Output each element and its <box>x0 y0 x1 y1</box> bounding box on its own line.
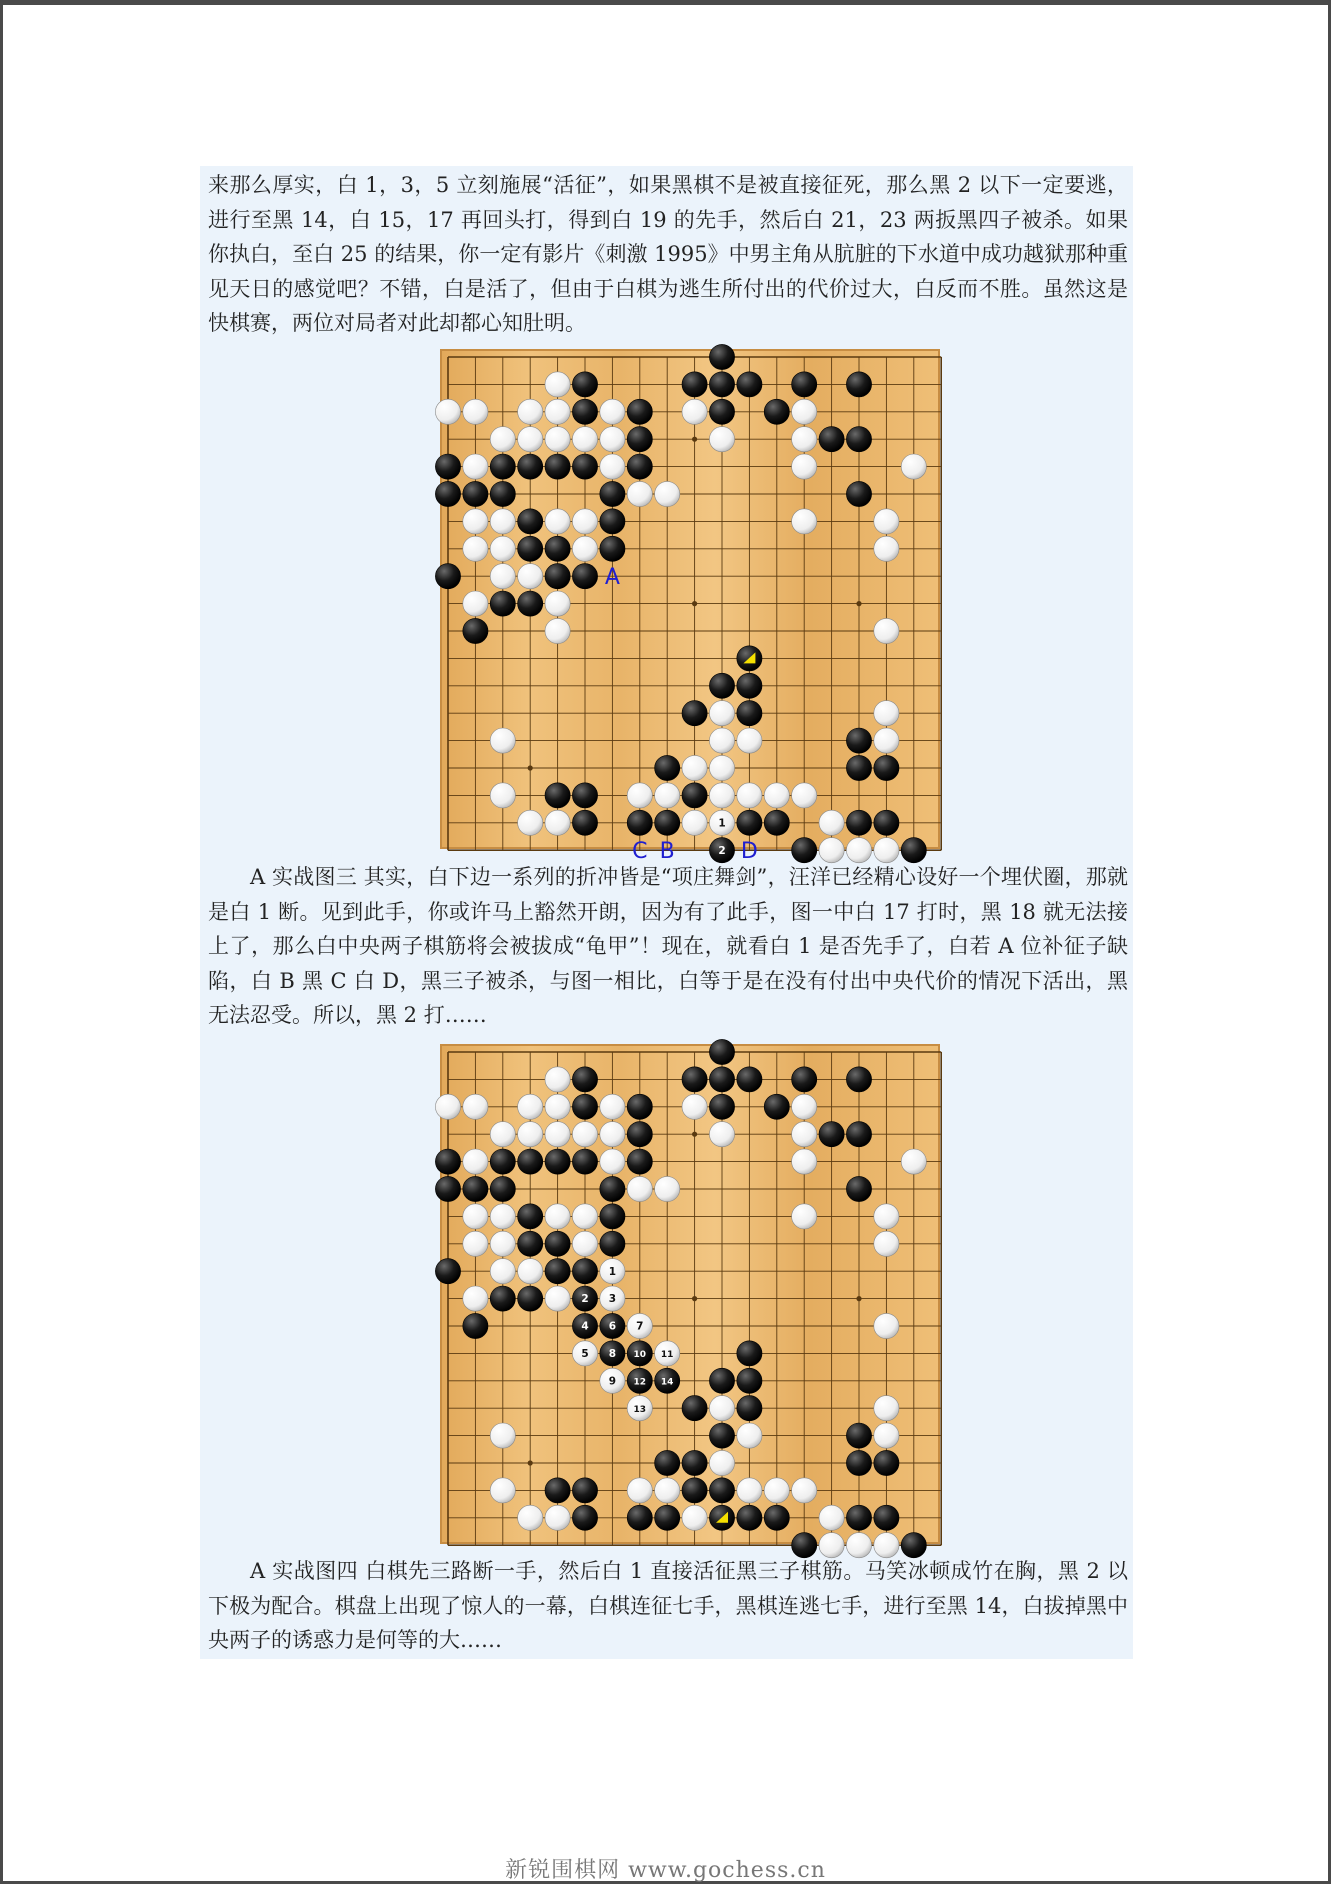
white-stone <box>545 618 570 643</box>
white-stone <box>490 1204 515 1229</box>
page-frame-left <box>0 0 3 1884</box>
white-stone <box>463 399 488 424</box>
move-number: 2 <box>581 1293 589 1306</box>
white-stone <box>682 399 707 424</box>
black-stone <box>709 372 734 397</box>
black-stone <box>518 591 543 616</box>
black-stone <box>572 399 597 424</box>
black-stone <box>846 728 871 753</box>
black-stone <box>600 536 625 561</box>
black-stone <box>764 1505 789 1530</box>
move-number: 11 <box>660 1350 674 1360</box>
white-stone <box>655 1176 680 1201</box>
black-stone <box>572 783 597 808</box>
black-stone <box>545 536 570 561</box>
white-stone <box>490 1478 515 1503</box>
black-stone <box>600 1231 625 1256</box>
paragraph-intro: 来那么厚实，白 1，3，5 立刻施展“活征”，如果黑棋不是被直接征死，那么黑 2 以下一定要逃，进行至黑 14，白 15，17 再回头打，得到白 19 的先手，然后白 21，23 两扳黑四子被杀。如果你执白，至白 25 的结果，你一定有影片《刺激 1995》中男主角从肮脏的下水道中成功越狱那种重见天日的感觉吧？不错，白是活了，但由于白棋为逃生所付出的代价过大，白反而不胜。虽然这是快棋赛，两位对局者对此却都心知肚明。 <box>208 173 1128 336</box>
paragraph-diagram-3: A 实战图三 其实，白下边一系列的折冲皆是“项庄舞剑”，汪洋已经精心设好一个埋伏圈，那就是白 1 断。见到此手，你或许马上豁然开朗，因为有了此手，图一中白 17 打时，黑 18 就无法接上了，那么白中央两子棋筋将会被拔成“龟甲”！现在，就看白 1 是否先手了，白若 A 位补征子缺陷，白 B 黑 C 白 D，黑三子被杀，与图一相比，白等于是在没有付出中央代价的情况下活出，黑无法忍受。所以，黑 2 打…… <box>208 865 1128 1028</box>
black-stone <box>435 1259 460 1284</box>
white-stone <box>655 481 680 506</box>
black-stone <box>600 509 625 534</box>
move-number: 7 <box>636 1320 644 1333</box>
white-stone <box>545 1094 570 1119</box>
white-stone <box>490 783 515 808</box>
black-stone <box>627 427 652 452</box>
white-stone <box>545 1505 570 1530</box>
move-number: 3 <box>608 1293 617 1306</box>
white-stone <box>545 1286 570 1311</box>
white-stone <box>572 536 597 561</box>
black-stone <box>463 1313 488 1338</box>
black-stone <box>846 1505 871 1530</box>
white-stone <box>463 509 488 534</box>
black-stone <box>737 372 762 397</box>
white-stone <box>490 1423 515 1448</box>
white-stone <box>655 783 680 808</box>
white-stone <box>709 1450 734 1475</box>
black-stone <box>545 1231 570 1256</box>
black-stone <box>655 755 680 780</box>
white-stone <box>874 1204 899 1229</box>
go-board-diagram-3-svg <box>440 349 940 865</box>
white-stone <box>682 810 707 835</box>
move-number: 6 <box>608 1320 617 1333</box>
white-stone <box>764 1478 789 1503</box>
black-stone <box>545 1478 570 1503</box>
black-stone <box>463 481 488 506</box>
star-point <box>692 1132 697 1137</box>
white-stone <box>463 536 488 561</box>
board-label: B <box>659 839 675 865</box>
white-stone <box>490 1122 515 1147</box>
black-stone <box>572 1478 597 1503</box>
white-stone <box>682 1094 707 1119</box>
white-stone <box>518 399 543 424</box>
black-stone <box>518 454 543 479</box>
white-stone <box>792 454 817 479</box>
move-number: 9 <box>608 1375 617 1388</box>
black-stone <box>874 1450 899 1475</box>
black-stone <box>874 755 899 780</box>
black-stone <box>572 1259 597 1284</box>
black-stone <box>490 1176 515 1201</box>
board-label: C <box>632 839 648 865</box>
white-stone <box>901 454 926 479</box>
black-stone <box>518 509 543 534</box>
white-stone <box>572 1122 597 1147</box>
black-stone <box>545 564 570 589</box>
black-stone <box>545 454 570 479</box>
black-stone <box>490 454 515 479</box>
white-stone <box>600 454 625 479</box>
white-stone <box>463 454 488 479</box>
black-stone <box>655 810 680 835</box>
black-stone <box>518 1204 543 1229</box>
black-stone <box>490 1286 515 1311</box>
white-stone <box>490 728 515 753</box>
white-stone <box>819 810 844 835</box>
white-stone <box>572 427 597 452</box>
black-stone <box>709 1094 734 1119</box>
white-stone <box>463 1204 488 1229</box>
white-stone <box>490 1231 515 1256</box>
white-stone <box>792 1094 817 1119</box>
star-point <box>856 601 861 606</box>
black-stone <box>435 454 460 479</box>
black-stone <box>627 399 652 424</box>
go-board-diagram-4-svg <box>440 1044 940 1544</box>
black-stone <box>463 618 488 643</box>
white-stone <box>600 399 625 424</box>
black-stone <box>846 1450 871 1475</box>
white-stone <box>545 509 570 534</box>
white-stone <box>874 728 899 753</box>
black-stone <box>846 1067 871 1092</box>
star-point <box>528 1460 533 1465</box>
white-stone <box>490 1259 515 1284</box>
black-stone <box>572 1067 597 1092</box>
white-stone <box>600 1094 625 1119</box>
black-stone <box>627 1122 652 1147</box>
white-stone <box>709 701 734 726</box>
black-stone <box>682 1067 707 1092</box>
white-stone <box>435 1094 460 1119</box>
white-stone <box>545 1204 570 1229</box>
black-stone <box>655 1505 680 1530</box>
black-stone <box>682 701 707 726</box>
black-stone <box>792 1067 817 1092</box>
black-stone <box>572 454 597 479</box>
white-stone <box>545 427 570 452</box>
black-stone <box>572 810 597 835</box>
white-stone <box>737 783 762 808</box>
black-stone <box>600 1176 625 1201</box>
white-stone <box>819 1505 844 1530</box>
white-stone <box>627 1176 652 1201</box>
black-stone <box>682 783 707 808</box>
black-stone <box>846 372 871 397</box>
black-stone <box>709 399 734 424</box>
white-stone <box>518 564 543 589</box>
move-number: 2 <box>718 844 726 857</box>
white-stone <box>518 427 543 452</box>
black-stone <box>682 1450 707 1475</box>
white-stone <box>874 1423 899 1448</box>
black-stone <box>737 1067 762 1092</box>
black-stone <box>709 673 734 698</box>
black-stone <box>435 481 460 506</box>
black-stone <box>846 481 871 506</box>
move-number: 8 <box>608 1348 617 1360</box>
black-stone <box>627 1094 652 1119</box>
white-stone <box>600 1122 625 1147</box>
black-stone <box>846 1423 871 1448</box>
white-stone <box>463 1286 488 1311</box>
black-stone <box>600 1204 625 1229</box>
white-stone <box>792 509 817 534</box>
white-stone <box>518 1505 543 1530</box>
black-stone <box>709 1478 734 1503</box>
star-point <box>528 765 533 770</box>
black-stone <box>709 1067 734 1092</box>
black-stone <box>792 372 817 397</box>
move-number: 4 <box>581 1320 589 1333</box>
star-point <box>692 437 697 442</box>
white-stone <box>737 1478 762 1503</box>
white-stone <box>627 1478 652 1503</box>
white-stone <box>463 1231 488 1256</box>
white-stone <box>518 810 543 835</box>
white-stone <box>490 427 515 452</box>
white-stone <box>792 399 817 424</box>
black-stone <box>846 1176 871 1201</box>
black-stone <box>435 1176 460 1201</box>
black-stone <box>846 427 871 452</box>
black-stone <box>709 1039 734 1064</box>
black-stone <box>737 1396 762 1421</box>
black-stone <box>709 1368 734 1393</box>
black-stone <box>545 783 570 808</box>
white-stone <box>545 591 570 616</box>
black-stone <box>627 810 652 835</box>
white-stone <box>545 1067 570 1092</box>
white-stone <box>545 372 570 397</box>
black-stone <box>518 536 543 561</box>
black-stone <box>627 1149 652 1174</box>
black-stone <box>846 755 871 780</box>
white-stone <box>874 1313 899 1338</box>
black-stone <box>764 810 789 835</box>
move-number: 14 <box>660 1377 674 1388</box>
move-number: 13 <box>633 1404 647 1415</box>
white-stone <box>463 591 488 616</box>
black-stone <box>737 1505 762 1530</box>
black-stone <box>846 1122 871 1147</box>
black-stone <box>764 399 789 424</box>
black-stone <box>572 564 597 589</box>
black-stone <box>572 1149 597 1174</box>
white-stone <box>792 1149 817 1174</box>
move-number: 12 <box>633 1377 647 1388</box>
black-stone <box>518 1149 543 1174</box>
black-stone <box>682 1478 707 1503</box>
black-stone <box>737 1341 762 1366</box>
black-stone <box>545 1149 570 1174</box>
white-stone <box>792 1204 817 1229</box>
white-stone <box>709 1396 734 1421</box>
black-stone <box>600 481 625 506</box>
white-stone <box>874 618 899 643</box>
white-stone <box>518 1122 543 1147</box>
move-number: 1 <box>608 1265 617 1278</box>
white-stone <box>764 783 789 808</box>
black-stone <box>463 1176 488 1201</box>
go-board-diagram-4 <box>440 1044 940 1544</box>
black-stone <box>518 1231 543 1256</box>
white-stone <box>874 536 899 561</box>
white-stone <box>709 783 734 808</box>
board-label: A <box>604 565 620 591</box>
white-stone <box>600 1149 625 1174</box>
white-stone <box>518 1094 543 1119</box>
white-stone <box>545 810 570 835</box>
black-stone <box>545 1259 570 1284</box>
move-number: 1 <box>718 817 726 830</box>
black-stone <box>737 701 762 726</box>
white-stone <box>490 564 515 589</box>
black-stone <box>572 1094 597 1119</box>
black-stone <box>627 1505 652 1530</box>
white-stone <box>682 1505 707 1530</box>
black-stone <box>682 372 707 397</box>
white-stone <box>737 728 762 753</box>
white-stone <box>792 1478 817 1503</box>
black-stone <box>490 481 515 506</box>
star-point <box>692 601 697 606</box>
white-stone <box>627 783 652 808</box>
white-stone <box>792 783 817 808</box>
white-stone <box>682 755 707 780</box>
black-stone <box>737 1368 762 1393</box>
black-stone <box>874 810 899 835</box>
go-board-diagram-3 <box>440 349 940 865</box>
white-stone <box>627 481 652 506</box>
white-stone <box>792 427 817 452</box>
white-stone <box>600 427 625 452</box>
white-stone <box>490 509 515 534</box>
white-stone <box>435 399 460 424</box>
white-stone <box>874 1396 899 1421</box>
black-stone <box>709 1423 734 1448</box>
page-frame-top <box>0 0 1331 5</box>
white-stone <box>572 1204 597 1229</box>
white-stone <box>709 427 734 452</box>
black-stone <box>682 1396 707 1421</box>
white-stone <box>655 1478 680 1503</box>
star-point <box>692 1296 697 1301</box>
black-stone <box>627 454 652 479</box>
black-stone <box>819 1122 844 1147</box>
black-stone <box>764 1094 789 1119</box>
black-stone <box>737 810 762 835</box>
black-stone <box>846 810 871 835</box>
black-stone <box>435 1149 460 1174</box>
black-stone <box>435 564 460 589</box>
move-number: 10 <box>633 1350 647 1360</box>
article-content <box>200 166 1133 1659</box>
white-stone <box>572 509 597 534</box>
move-number: 5 <box>581 1348 589 1360</box>
white-stone <box>545 399 570 424</box>
white-stone <box>737 1423 762 1448</box>
white-stone <box>709 755 734 780</box>
white-stone <box>545 1122 570 1147</box>
black-stone <box>490 1149 515 1174</box>
white-stone <box>792 1122 817 1147</box>
white-stone <box>874 509 899 534</box>
black-stone <box>572 372 597 397</box>
white-stone <box>874 1231 899 1256</box>
star-point <box>856 1296 861 1301</box>
black-stone <box>709 344 734 369</box>
site-footer: 新锐围棋网 www.gochess.cn <box>505 1858 826 1883</box>
black-stone <box>655 1450 680 1475</box>
white-stone <box>572 1231 597 1256</box>
black-stone <box>490 591 515 616</box>
white-stone <box>518 1259 543 1284</box>
white-stone <box>874 701 899 726</box>
white-stone <box>463 1094 488 1119</box>
white-stone <box>709 1122 734 1147</box>
white-stone <box>490 536 515 561</box>
black-stone <box>737 673 762 698</box>
board-label: D <box>740 839 758 865</box>
black-stone <box>819 427 844 452</box>
white-stone <box>463 1149 488 1174</box>
black-stone <box>572 1505 597 1530</box>
paragraph-diagram-4: A 实战图四 白棋先三路断一手，然后白 1 直接活征黑三子棋筋。马笑冰顿成竹在胸，黑 2 以下极为配合。棋盘上出现了惊人的一幕，白棋连征七手，黑棋连逃七手，进行至黑 14，白拔掉黑中央两子的诱惑力是何等的大…… <box>208 1559 1128 1653</box>
white-stone <box>901 1149 926 1174</box>
white-stone <box>709 728 734 753</box>
black-stone <box>518 1286 543 1311</box>
black-stone <box>874 1505 899 1530</box>
